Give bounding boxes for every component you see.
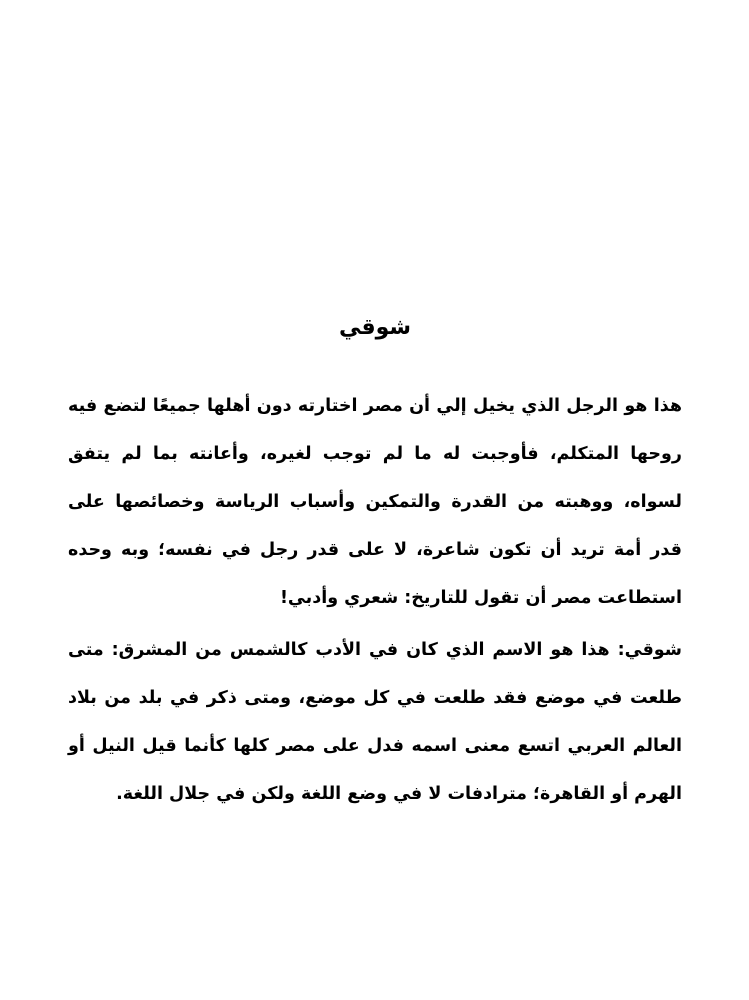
paragraph-2: شوقي: هذا هو الاسم الذي كان في الأدب كالشمس من المشرق: متى طلعت في موضع فقد طلعت في كل موضع، ومتى ذكر في بلد من بلاد العالم العربي اتسع معنى اسمه فدل على مصر كلها كأنما قيل النيل أو الهرم أو القاهرة؛ مترادفات لا في وضع اللغة ولكن في جلال اللغة.	[68, 640, 682, 804]
document-page	[68, 300, 682, 818]
document-title: شوقي	[338, 315, 412, 340]
paragraph-1: هذا هو الرجل الذي يخيل إلي أن مصر اختارته دون أهلها جميعًا لتضع فيه روحها المتكلم، فأوجبت له ما لم توجب لغيره، وأعانته بما لم يتفق لسواه، ووهبته من القدرة والتمكين وأسباب الرياسة وخصائصها على قدر أمة تريد أن تكون شاعرة، لا على قدر رجل في نفسه؛ وبه وحده استطاعت مصر أن تقول للتاريخ: شعري وأدبي!	[68, 396, 682, 608]
